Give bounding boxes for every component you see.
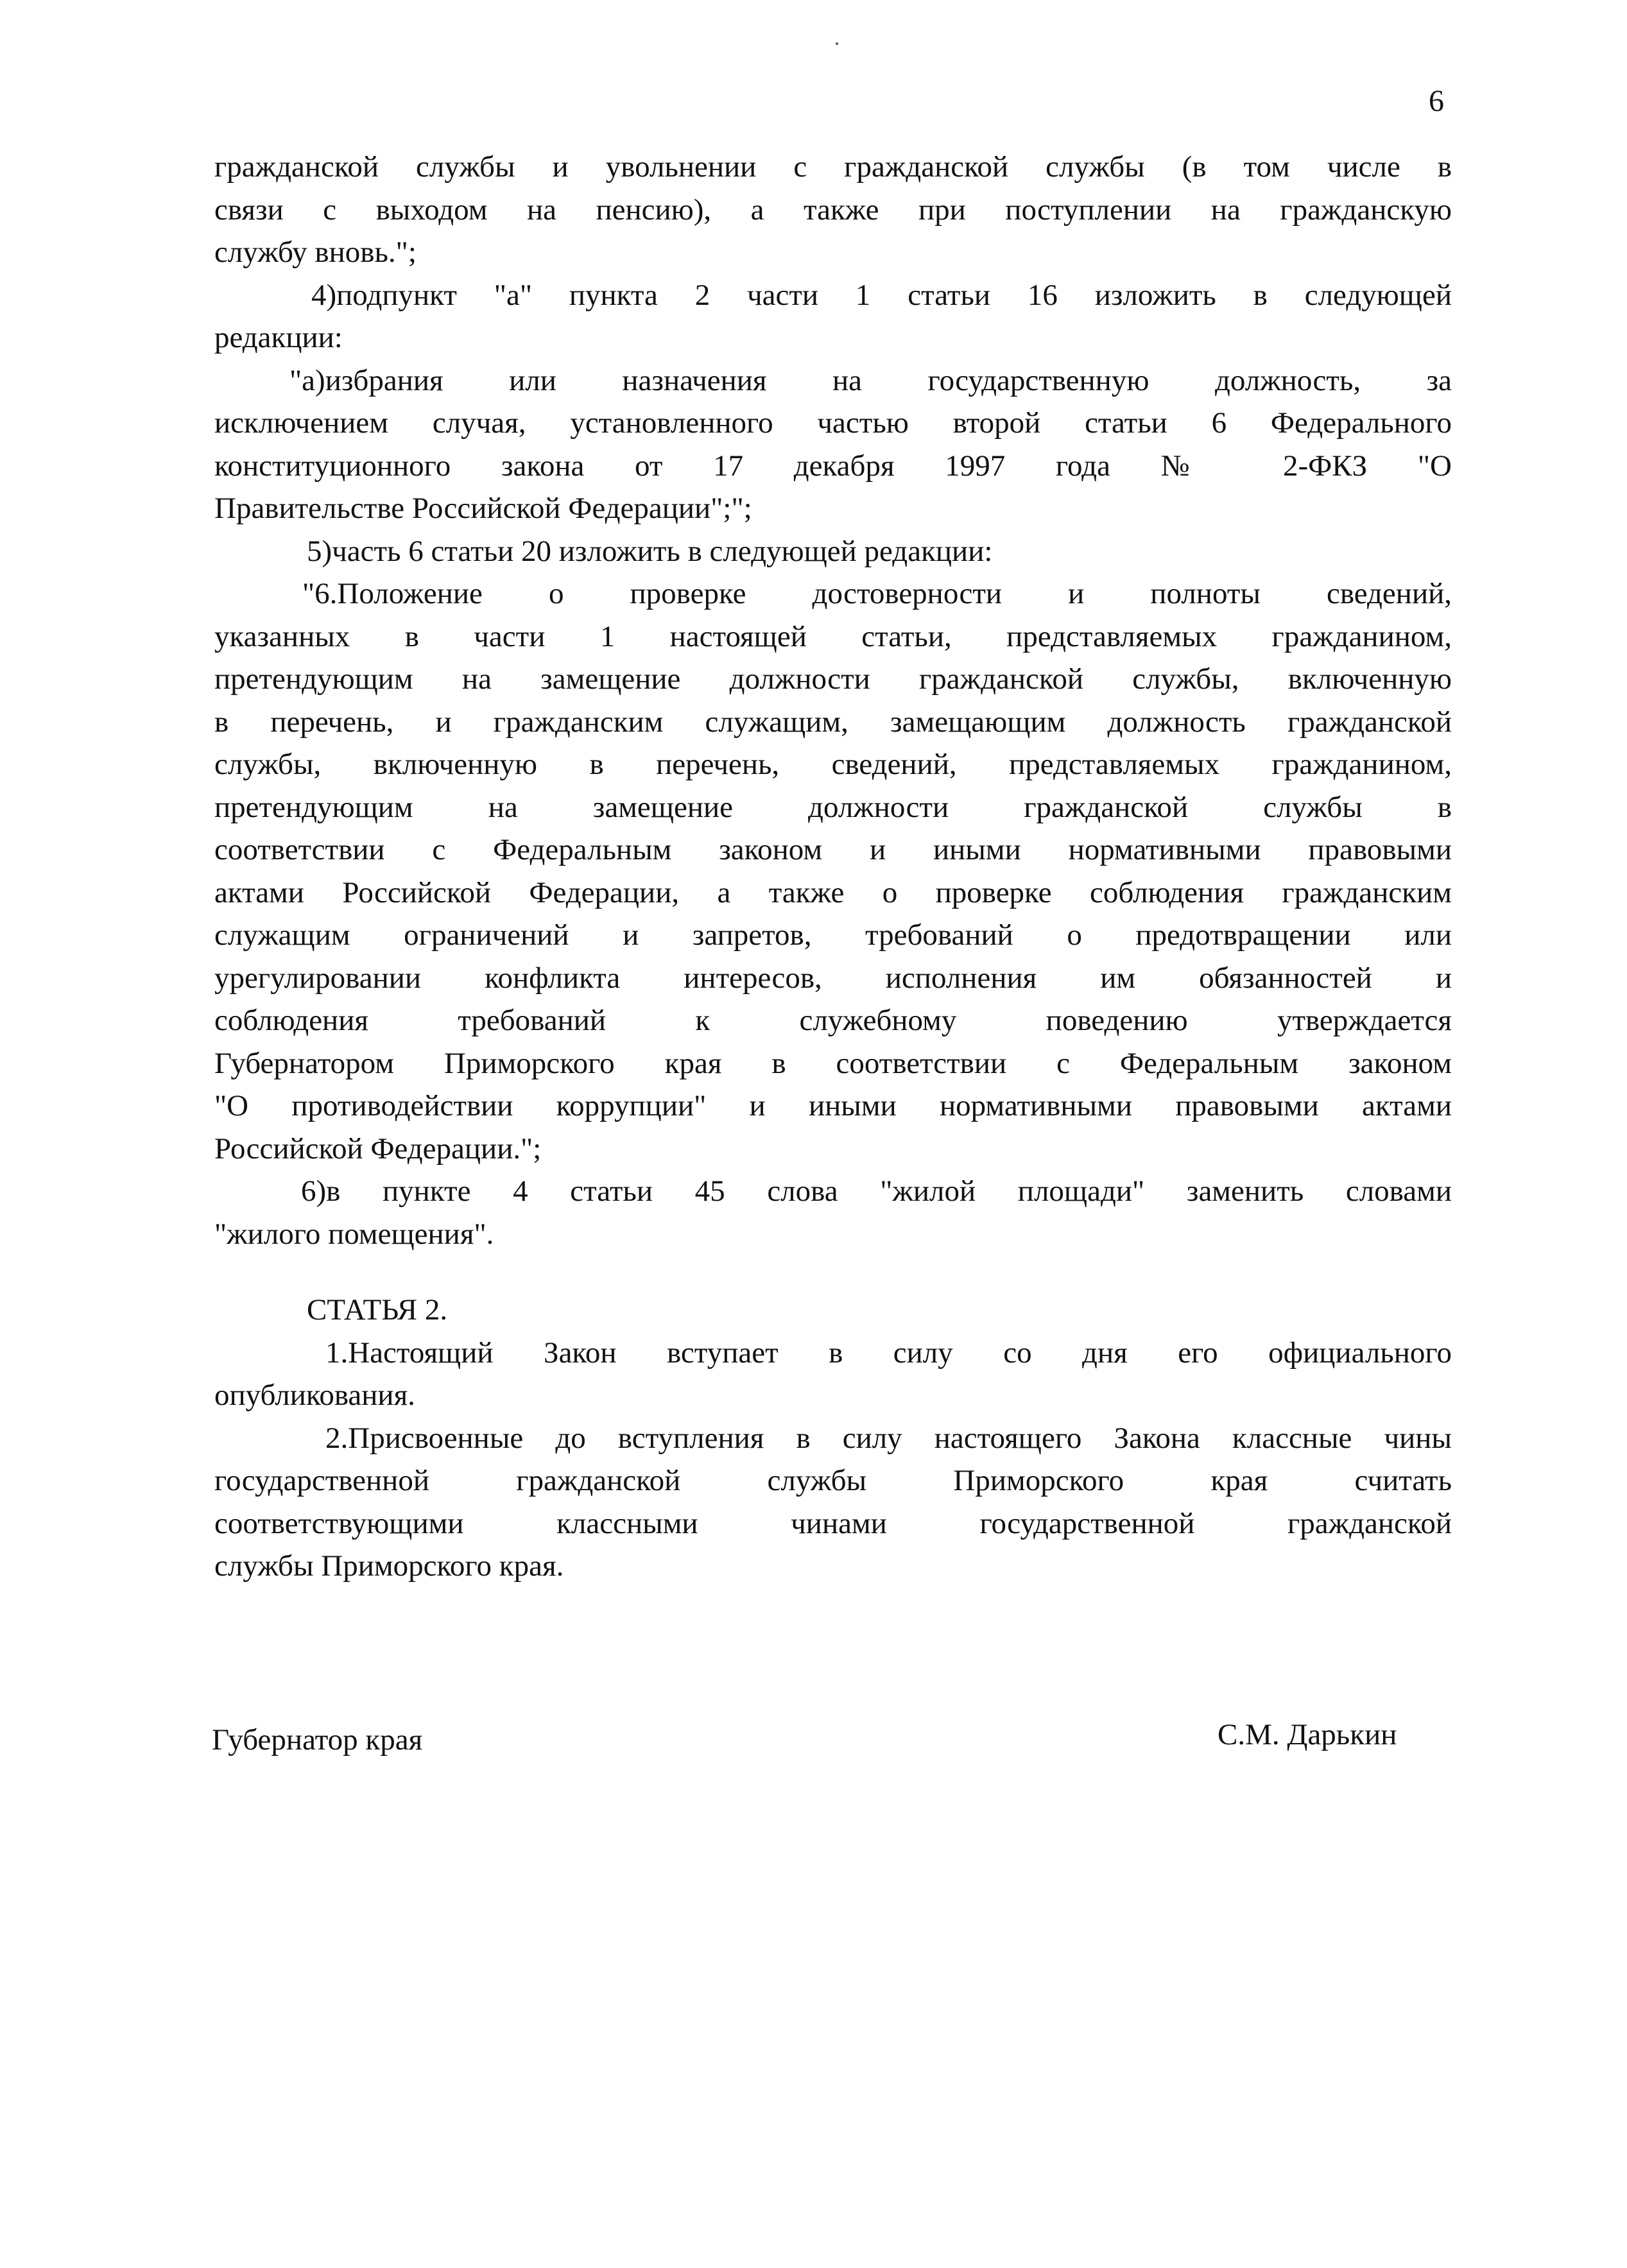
signatory-name: С.М. Дарькин [1218,1718,1397,1751]
text-line: в перечень, и гражданским служащим, замещающим должность гражданской [214,705,1452,739]
text-line: редакции: [214,321,343,354]
text-line: конституционного закона от 17 декабря 1997 года № 2-ФКЗ "О [214,449,1452,483]
article-1-continuation [214,146,1452,1255]
text-line: Правительстве Российской Федерации";"; [214,492,752,525]
text-line: Российской Федерации."; [214,1131,542,1165]
text-line: претендующим на замещение должности гражданской службы, включенную [214,662,1452,696]
text-line: "О противодействии коррупции" и иными нормативными правовыми актами [214,1089,1452,1122]
article-2 [214,1289,1452,1588]
article-heading: СТАТЬЯ 2. [307,1293,448,1327]
text-line: службы Приморского края. [214,1549,564,1583]
text-line: 4)подпункт "а" пункта 2 части 1 статьи 16 изложить в следующей [311,278,1452,312]
text-line: 5)часть 6 статьи 20 изложить в следующей редакции: [307,534,993,568]
text-line: государственной гражданской службы Приморского края считать [214,1464,1452,1497]
text-line: урегулировании конфликта интересов, исполнения им обязанностей и [214,961,1452,995]
page-number: 6 [1429,84,1444,118]
text-line: соответствующими классными чинами государственной гражданской [214,1506,1452,1540]
text-line: служащим ограничений и запретов, требований о предотвращении или [214,918,1452,952]
text-line: "6.Положение о проверке достоверности и полноты сведений, [302,577,1452,610]
text-line: службу вновь."; [214,236,417,269]
text-line: соблюдения требований к служебному поведению утверждается [214,1004,1452,1037]
text-line: "а)избрания или назначения на государственную должность, за [289,363,1452,397]
text-line: актами Российской Федерации, а также о проверке соблюдения гражданским [214,875,1452,909]
text-line: 2.Присвоенные до вступления в силу настоящего Закона классные чины [325,1421,1452,1455]
text-line: Губернатором Приморского края в соответствии с Федеральным законом [214,1046,1452,1080]
text-line: опубликования. [214,1379,415,1412]
text-line: гражданской службы и увольнении с гражданской службы (в том числе в [214,150,1452,184]
text-line: службы, включенную в перечень, сведений, представляемых гражданином, [214,748,1452,781]
text-line: соответствии с Федеральным законом и иными нормативными правовыми [214,833,1452,866]
signatory-position: Губернатор края [212,1723,423,1757]
scan-speck [836,42,838,45]
text-line: 6)в пункте 4 статьи 45 слова "жилой площади" заменить словами [301,1174,1452,1208]
text-line: 1.Настоящий Закон вступает в силу со дня его официального [325,1336,1452,1370]
text-line: исключением случая, установленного частью второй статьи 6 Федерального [214,406,1452,440]
text-line: указанных в части 1 настоящей статьи, представляемых гражданином, [214,619,1452,653]
text-line: претендующим на замещение должности гражданской службы в [214,790,1452,824]
text-line: связи с выходом на пенсию), а также при поступлении на гражданскую [214,193,1452,227]
text-line: "жилого помещения". [214,1217,494,1251]
